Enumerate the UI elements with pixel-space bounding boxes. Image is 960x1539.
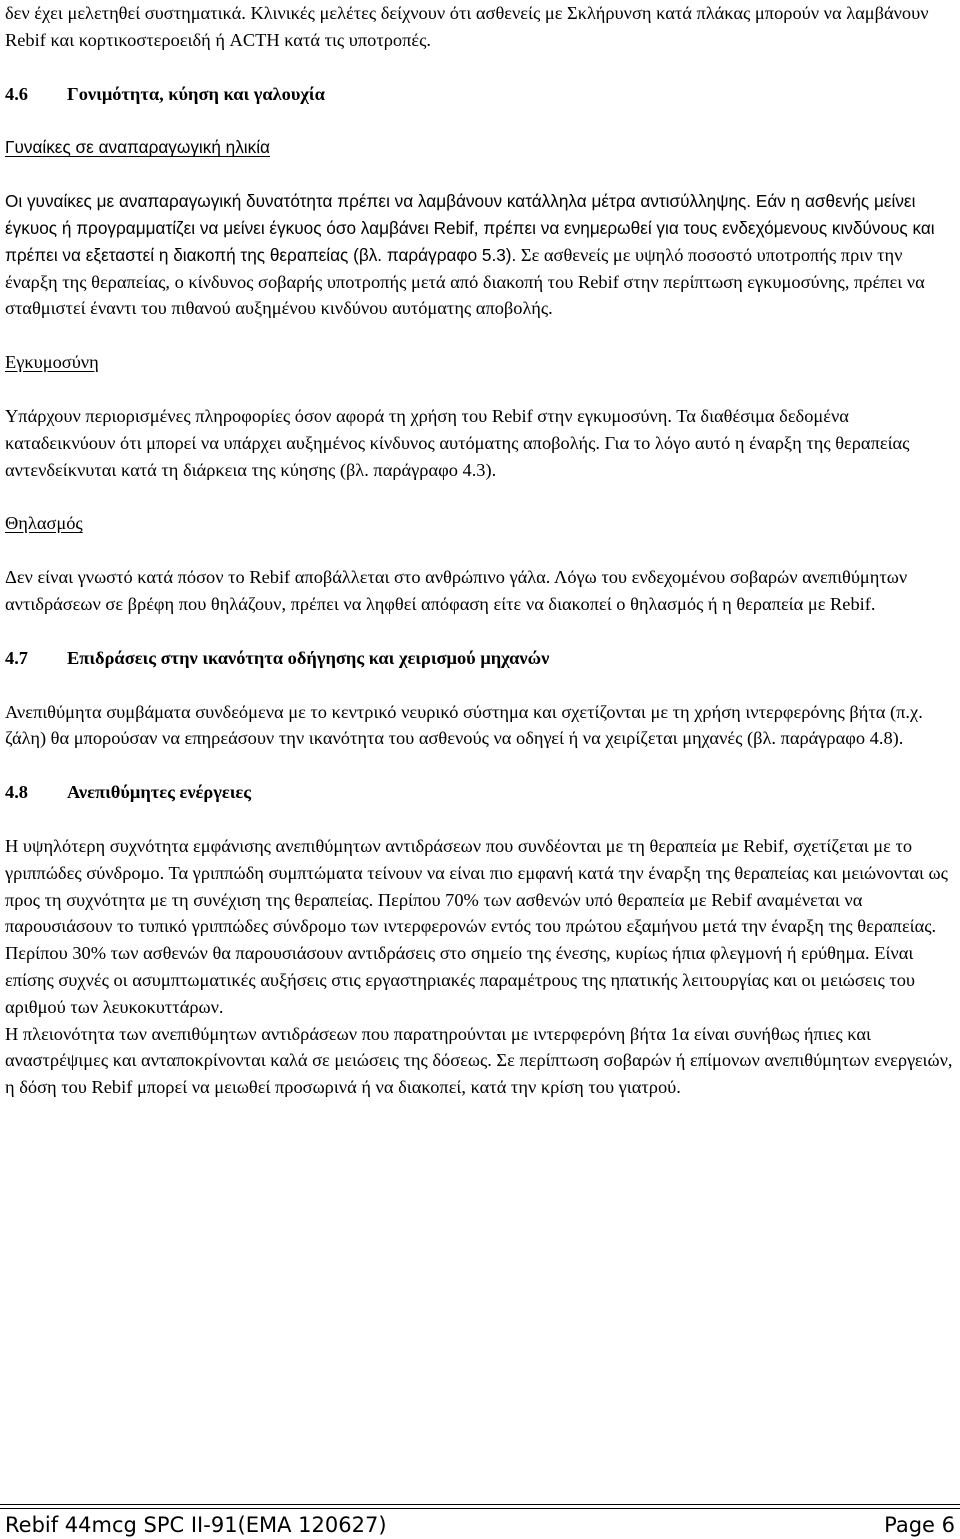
section-4-7-number: 4.7 (5, 647, 28, 668)
section-4-8-number: 4.8 (5, 782, 28, 803)
section-4-7-paragraph: Ανεπιθύμητα συμβάματα συνδεόμενα με το κεντρικό νευρικό σύστημα και σχετίζονται με τη χρήση ιντερφερόνης βήτα (π.χ. ζάλη) θα μπορούσαν να επηρεάσουν την ικανότητα του ασθενούς να οδηγεί ή να χειρίζεται μηχανές (βλ. παράγραφο 4.8). (5, 701, 923, 749)
women-paragraph-serif: Σε ασθενείς με υψηλό ποσοστό υποτροπής πριν την έναρξη της θεραπείας, ο κίνδυνος σοβαρής υποτροπής μετά από διακοπή του Rebif στην περίπτωση εγκυμοσύνης, πρέπει να σταθμιστεί έναντι του πιθανού αυξημένου κινδύνου αυτόματης αποβολής. (5, 244, 925, 319)
page-footer (5, 1511, 955, 1539)
intro-paragraph: δεν έχει μελετηθεί συστηματικά. Κλινικές μελέτες δείχνουν ότι ασθενείς με Σκλήρυνση κατά πλάκας μπορούν να λαμβάνουν Rebif και κορτικοστεροειδή ή ACTH κατά τις υποτροπές. (5, 3, 929, 50)
breastfeeding-paragraph: Δεν είναι γνωστό κατά πόσον το Rebif αποβάλλεται στο ανθρώπινο γάλα. Λόγω του ενδεχομένου σοβαρών ανεπιθύμητων αντιδράσεων σε βρέφη που θηλάζουν, πρέπει να ληφθεί απόφαση είτε να διακοπεί ο θηλασμός ή η θεραπεία με Rebif. (5, 567, 908, 614)
section-4-6-number: 4.6 (5, 83, 28, 104)
footer-page-number: Page 6 (884, 1513, 955, 1537)
document-page (5, 0, 955, 1101)
section-4-8-title: Ανεπιθύμητες ενέργειες (67, 782, 252, 803)
section-4-8-paragraph-1: Η υψηλότερη συχνότητα εμφάνισης ανεπιθύμητων αντιδράσεων που συνδέονται με τη θεραπεία με Rebif, σχετίζεται με το γριππώδες σύνδρομο. Τα γριππώδη συμπτώματα τείνουν να είναι πιο εμφανή κατά την έναρξη της θεραπείας και μειώνονται ως προς τη συχνότητα με τη συνέχιση της θεραπείας. Περίπου 70% των ασθενών υπό θεραπεία με Rebif αναμένεται να παρουσιάσουν το τυπικό γριππώδες σύνδρομο των ιντερφερονών εντός του πρώτου εξαμήνου μετά την έναρξη της θεραπείας. Περίπου 30% των ασθενών θα παρουσιάσουν αντιδράσεις στο σημείο της ένεσης, κυρίως ήπια φλεγμονή ή ερύθημα. Είναι επίσης συχνές οι ασυμπτωματικές αυξήσεις στις εργαστηριακές παραμέτρους της ηπατικής λειτουργίας και οι μειώσεις του αριθμού των λευκοκυττάρων. (5, 835, 948, 1017)
women-paragraph (5, 188, 955, 322)
section-4-7-title: Επιδράσεις στην ικανότητα οδήγησης και χειρισμού μηχανών (67, 647, 550, 668)
women-subheading: Γυναίκες σε αναπαραγωγική ηλικία (5, 137, 270, 158)
section-4-8-paragraph-2: Η πλειονότητα των ανεπιθύμητων αντιδράσεων που παρατηρούνται με ιντερφερόνη βήτα 1α είναι συνήθως ήπιες και αναστρέψιμες και ανταποκρίνονται καλά σε μειώσεις της δόσεως. Σε περίπτωση σοβαρών ή επίμονων ανεπιθύμητων ενεργειών, η δόση του Rebif μπορεί να μειωθεί προσωρινά ή να διακοπεί, κατά την κρίση του γιατρού. (5, 1023, 953, 1098)
footer-divider-secondary (0, 1508, 960, 1509)
pregnancy-subheading: Εγκυμοσύνη (5, 352, 99, 373)
section-4-8-heading (5, 779, 955, 806)
section-4-6-heading (5, 81, 955, 108)
footer-document-id: Rebif 44mcg SPC II-91(EMA 120627) (5, 1513, 387, 1537)
footer-divider (0, 1504, 960, 1505)
section-4-6-title: Γονιμότητα, κύηση και γαλουχία (67, 83, 325, 104)
pregnancy-paragraph: Υπάρχουν περιορισμένες πληροφορίες όσον αφορά τη χρήση του Rebif στην εγκυμοσύνη. Τα διαθέσιμα δεδομένα καταδεικνύουν ότι μπορεί να υπάρχει αυξημένος κίνδυνος αυτόματης αποβολής. Για το λόγο αυτό η έναρξη της θεραπείας αντενδείκνυται κατά τη διάρκεια της κύησης (βλ. παράγραφο 4.3). (5, 405, 910, 480)
women-paragraph-sans: Οι γυναίκες με αναπαραγωγική δυνατότητα πρέπει να λαμβάνουν κατάλληλα μέτρα αντισύλληψης. Εάν η ασθενής μείνει έγκυος ή προγραμματίζει να μείνει έγκυος όσο λαμβάνει Rebif, πρέπει να ενημερωθεί για τους ενδεχόμενους κινδύνους και πρέπει να εξεταστεί η διακοπή της θεραπείας (βλ. παράγραφο 5.3). (5, 191, 935, 265)
section-4-7-heading (5, 645, 955, 672)
breastfeeding-subheading: Θηλασμός (5, 513, 83, 534)
